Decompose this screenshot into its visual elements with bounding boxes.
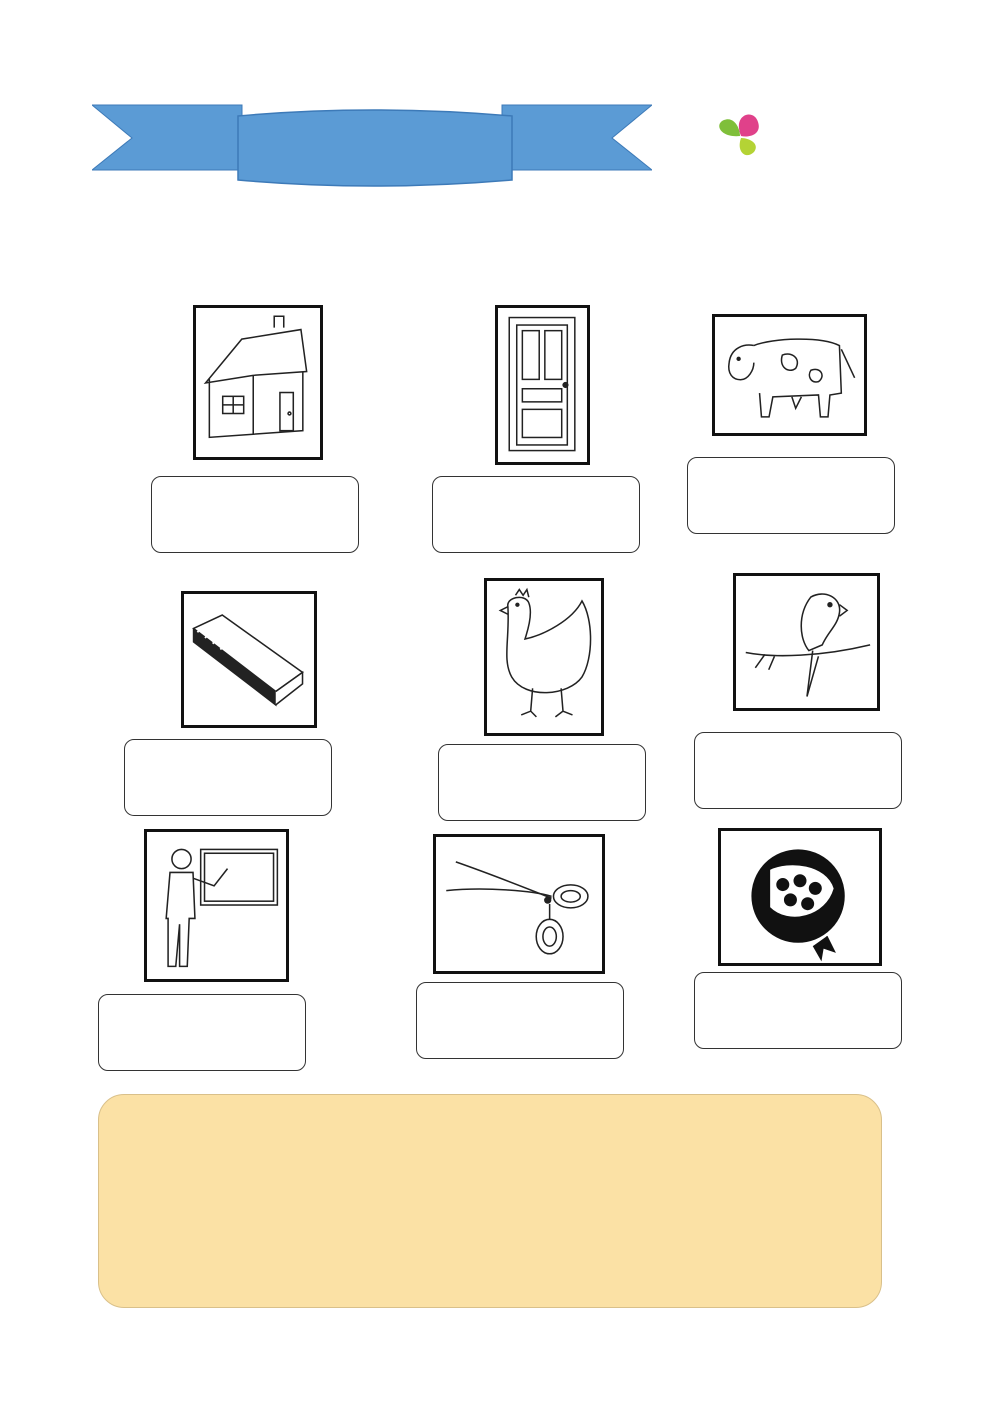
answer-box-pomegranate[interactable] (694, 972, 902, 1049)
answer-box-teacher[interactable] (98, 994, 306, 1071)
border-bottom (0, 1320, 1000, 1380)
picture-book (181, 591, 317, 728)
answer-box-house[interactable] (151, 476, 359, 553)
word-bank (98, 1094, 882, 1308)
picture-pomegranate (718, 828, 882, 966)
teacher-icon (147, 832, 286, 979)
house-icon (196, 308, 320, 457)
chicken-icon (487, 581, 601, 733)
parrot-icon (736, 576, 877, 708)
page-title (238, 118, 514, 178)
cow-icon (715, 317, 864, 433)
answer-box-chicken[interactable] (438, 744, 646, 821)
scissors-icon (436, 837, 602, 971)
border-left (14, 60, 74, 1350)
answer-box-book[interactable] (124, 739, 332, 816)
book-icon (184, 594, 314, 725)
picture-scissors (433, 834, 605, 974)
answer-box-parrot[interactable] (694, 732, 902, 809)
answer-box-cow[interactable] (687, 457, 895, 534)
pomegranate-icon (721, 831, 879, 963)
answer-box-door[interactable] (432, 476, 640, 553)
door-icon (498, 308, 587, 462)
picture-parrot (733, 573, 880, 711)
border-right (926, 60, 986, 1350)
picture-chicken (484, 578, 604, 736)
picture-door (495, 305, 590, 465)
picture-teacher (144, 829, 289, 982)
picture-cow (712, 314, 867, 436)
border-top (0, 30, 1000, 90)
picture-house (193, 305, 323, 460)
flower-icon (714, 108, 768, 160)
answer-box-scissors[interactable] (416, 982, 624, 1059)
